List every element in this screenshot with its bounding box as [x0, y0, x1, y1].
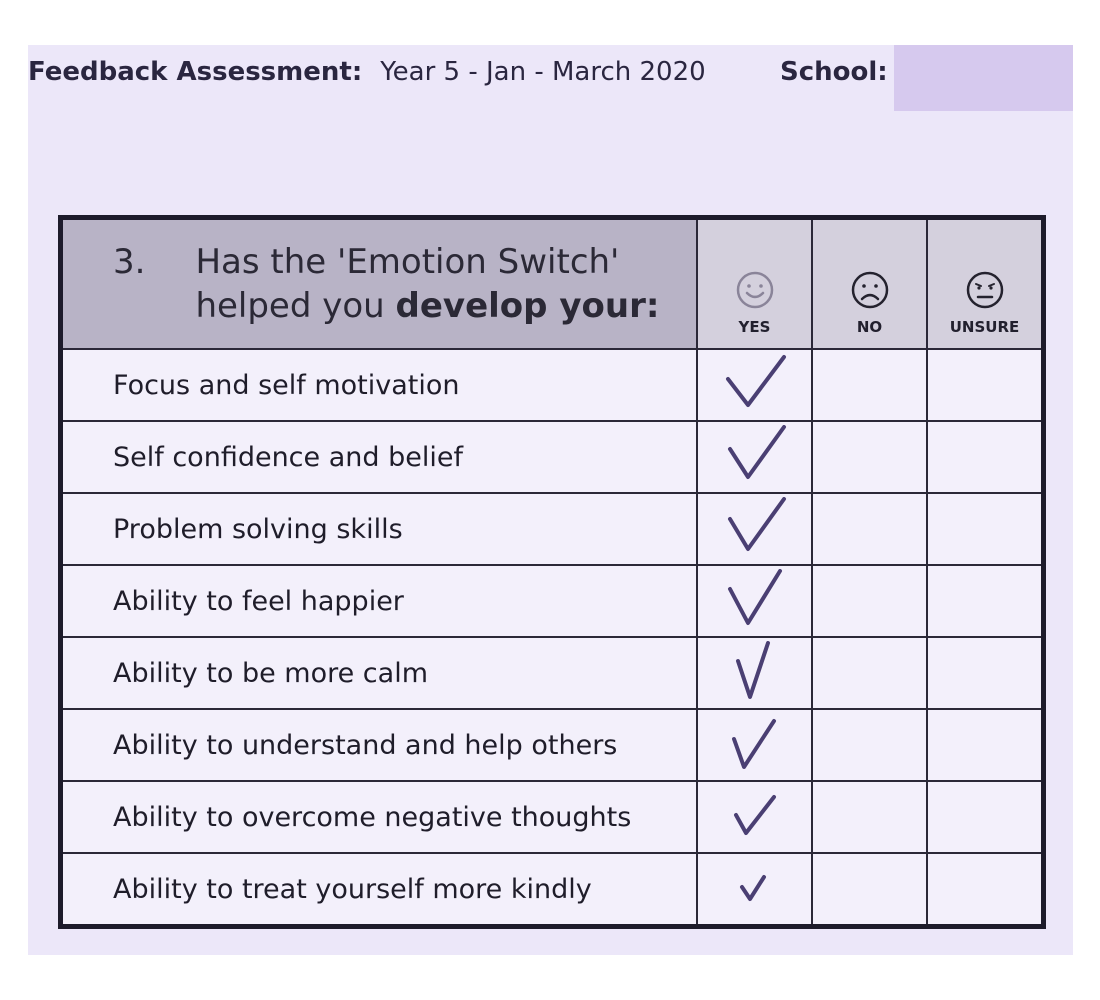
header-value: Year 5 - Jan - March 2020 [380, 57, 706, 87]
question-line-1: Has the 'Emotion Switch' [195, 242, 620, 282]
option-no-label: NO [856, 318, 883, 336]
unsure-cell[interactable] [927, 565, 1044, 637]
option-yes-header [697, 218, 812, 350]
no-cell[interactable] [812, 565, 927, 637]
item-label: Focus and self motivation [61, 349, 698, 421]
table-header-row [61, 218, 1044, 350]
table-row [61, 421, 1044, 493]
no-cell[interactable] [812, 853, 927, 927]
school-name-field[interactable] [894, 45, 1073, 111]
table-row [61, 781, 1044, 853]
checkmark-icon [720, 569, 790, 629]
table-row [61, 493, 1044, 565]
unsure-cell[interactable] [927, 349, 1044, 421]
no-cell[interactable] [812, 349, 927, 421]
no-cell[interactable] [812, 709, 927, 781]
item-label: Self confidence and belief [61, 421, 698, 493]
unsure-cell[interactable] [927, 781, 1044, 853]
unsure-cell[interactable] [927, 421, 1044, 493]
item-label: Ability to treat yourself more kindly [61, 853, 698, 927]
unsure-face-icon [965, 270, 1005, 310]
yes-cell[interactable] [697, 349, 812, 421]
yes-cell[interactable] [697, 493, 812, 565]
form-header [28, 57, 888, 87]
table-row [61, 565, 1044, 637]
checkmark-icon [720, 857, 790, 917]
table-row [61, 637, 1044, 709]
feedback-form [28, 45, 1073, 955]
sad-face-icon [850, 270, 890, 310]
question-number: 3. [113, 242, 146, 282]
item-label: Ability to understand and help others [61, 709, 698, 781]
yes-cell[interactable] [697, 637, 812, 709]
table-row [61, 709, 1044, 781]
question-heading [61, 218, 698, 350]
table-row [61, 853, 1044, 927]
unsure-cell[interactable] [927, 637, 1044, 709]
option-yes-label: YES [738, 318, 771, 336]
school-label: School: [780, 57, 888, 87]
question-line-2-bold: develop your: [395, 286, 660, 326]
smiley-face-icon [735, 270, 775, 310]
checkmark-icon [720, 641, 790, 701]
checkmark-icon [720, 425, 790, 485]
no-cell[interactable] [812, 781, 927, 853]
item-label: Ability to be more calm [61, 637, 698, 709]
yes-cell[interactable] [697, 709, 812, 781]
checkmark-icon [720, 353, 790, 413]
yes-cell[interactable] [697, 853, 812, 927]
no-cell[interactable] [812, 637, 927, 709]
checkmark-icon [720, 713, 790, 773]
unsure-cell[interactable] [927, 709, 1044, 781]
unsure-cell[interactable] [927, 493, 1044, 565]
option-unsure-header [927, 218, 1044, 350]
table-row [61, 349, 1044, 421]
yes-cell[interactable] [697, 781, 812, 853]
question-line-2: helped you [195, 286, 385, 326]
survey-table [58, 215, 1046, 929]
unsure-cell[interactable] [927, 853, 1044, 927]
option-no-header [812, 218, 927, 350]
no-cell[interactable] [812, 493, 927, 565]
yes-cell[interactable] [697, 565, 812, 637]
no-cell[interactable] [812, 421, 927, 493]
option-unsure-label: UNSURE [949, 318, 1020, 336]
item-label: Problem solving skills [61, 493, 698, 565]
item-label: Ability to overcome negative thoughts [61, 781, 698, 853]
checkmark-icon [720, 785, 790, 845]
item-label: Ability to feel happier [61, 565, 698, 637]
header-label: Feedback Assessment: [28, 57, 363, 87]
yes-cell[interactable] [697, 421, 812, 493]
checkmark-icon [720, 497, 790, 557]
